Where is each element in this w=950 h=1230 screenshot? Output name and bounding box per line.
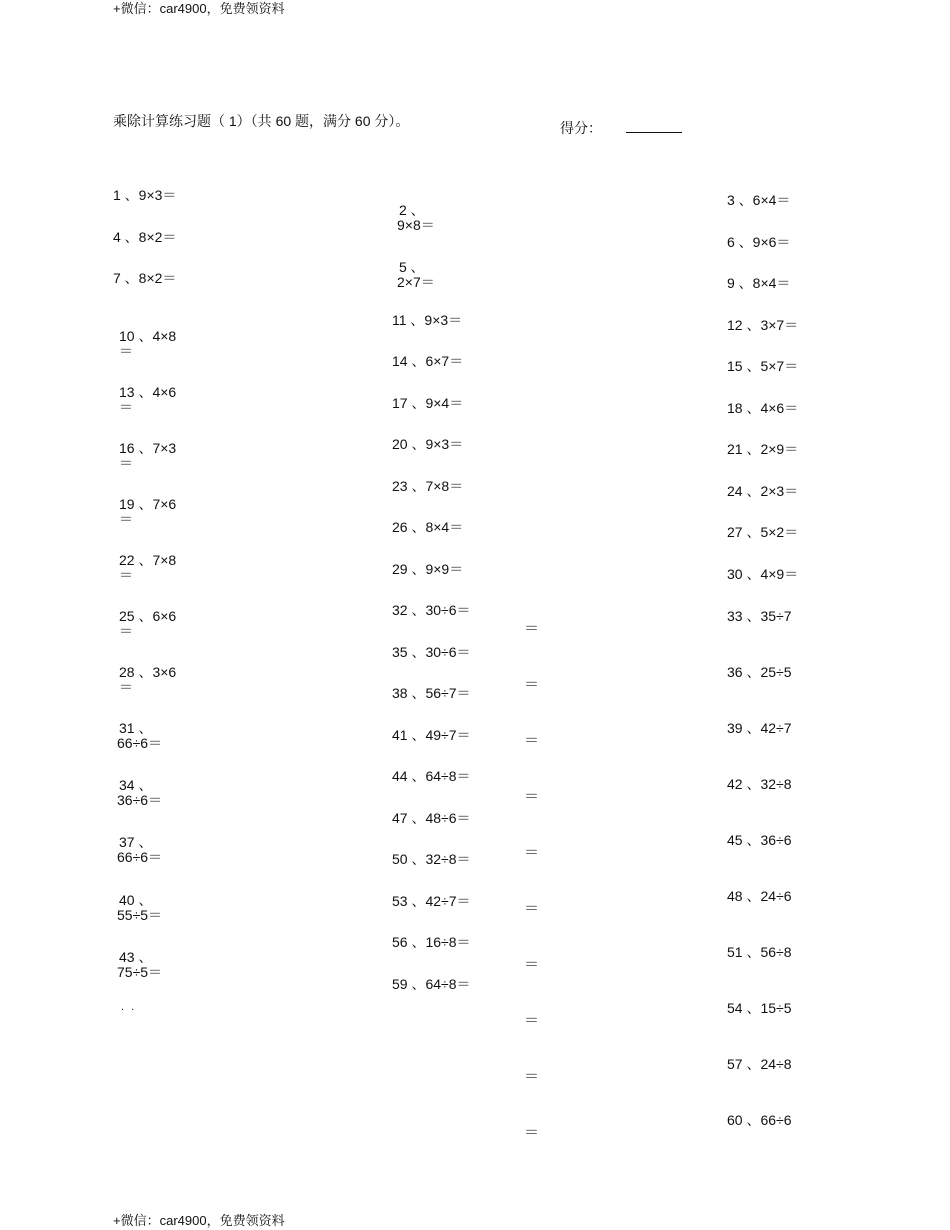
problem-text: 10 、4×8 bbox=[119, 328, 177, 344]
problem-36: 36 、25÷5 bbox=[727, 664, 792, 680]
problem-54: 54 、15÷5 bbox=[727, 1000, 792, 1016]
problem-45: 45 、36÷6 bbox=[727, 832, 792, 848]
problem-text: 36÷6＝ bbox=[117, 792, 163, 808]
problem-text: 66÷6＝ bbox=[117, 849, 163, 865]
problem-23: 23 、7×8＝ bbox=[392, 478, 464, 494]
problem-number: 2 、 bbox=[399, 202, 425, 218]
problem-22 bbox=[119, 553, 176, 583]
problem-15: 15 、5×7＝ bbox=[727, 358, 799, 374]
problem-7: 7 、8×2＝ bbox=[113, 270, 177, 286]
footer-watermark-text: +微信：car4900，免费领资料 bbox=[113, 1213, 285, 1228]
problem-56: 56 、16÷8＝ bbox=[392, 934, 471, 950]
problem-31 bbox=[117, 721, 162, 751]
answer-equals: ＝ bbox=[119, 567, 133, 583]
answer-equals: ＝ bbox=[119, 399, 133, 415]
score-blank[interactable] bbox=[626, 120, 682, 133]
problem-29: 29 、9×9＝ bbox=[392, 561, 464, 577]
answer-equals-60: ＝ bbox=[524, 1124, 540, 1141]
answer-equals-33: ＝ bbox=[524, 620, 540, 637]
problem-30: 30 、4×9＝ bbox=[727, 566, 799, 582]
problem-41: 41 、49÷7＝ bbox=[392, 727, 471, 743]
problem-number: 43 、 bbox=[119, 949, 153, 965]
problem-38: 38 、56÷7＝ bbox=[392, 685, 471, 701]
problem-28 bbox=[119, 665, 176, 695]
answer-equals-36: ＝ bbox=[524, 676, 540, 693]
problem-39: 39 、42÷7 bbox=[727, 720, 792, 736]
problem-57: 57 、24÷8 bbox=[727, 1056, 792, 1072]
problem-6: 6 、9×6＝ bbox=[727, 234, 791, 250]
problem-text: 75÷5＝ bbox=[117, 964, 163, 980]
problem-4: 4 、8×2＝ bbox=[113, 229, 177, 245]
problem-2 bbox=[397, 203, 435, 233]
problem-text: 55÷5＝ bbox=[117, 907, 163, 923]
problem-19 bbox=[119, 497, 176, 527]
problem-text: 13 、4×6 bbox=[119, 384, 177, 400]
answer-equals: ＝ bbox=[119, 455, 133, 471]
score-label: 得分： bbox=[560, 120, 602, 136]
worksheet-title: 乘除计算练习题（ 1）（共 60 题，满分 60 分）。 bbox=[113, 113, 410, 129]
problem-14: 14 、6×7＝ bbox=[392, 353, 464, 369]
answer-equals-51: ＝ bbox=[524, 956, 540, 973]
answer-equals-42: ＝ bbox=[524, 788, 540, 805]
answer-equals-45: ＝ bbox=[524, 844, 540, 861]
problem-40 bbox=[117, 893, 162, 923]
problem-18: 18 、4×6＝ bbox=[727, 400, 799, 416]
problem-35: 35 、30÷6＝ bbox=[392, 644, 471, 660]
problem-number: 37 、 bbox=[119, 834, 153, 850]
problem-number: 40 、 bbox=[119, 892, 153, 908]
problem-13 bbox=[119, 385, 176, 415]
problem-50: 50 、32÷8＝ bbox=[392, 851, 471, 867]
problem-text: 16 、7×3 bbox=[119, 440, 177, 456]
problem-48: 48 、24÷6 bbox=[727, 888, 792, 904]
problem-number: 31 、 bbox=[119, 720, 153, 736]
problem-53: 53 、42÷7＝ bbox=[392, 893, 471, 909]
problem-24: 24 、2×3＝ bbox=[727, 483, 799, 499]
problem-60: 60 、66÷6 bbox=[727, 1112, 792, 1128]
problem-10 bbox=[119, 329, 176, 359]
score-field bbox=[560, 120, 682, 136]
problem-21: 21 、2×9＝ bbox=[727, 441, 799, 457]
problem-44: 44 、64÷8＝ bbox=[392, 768, 471, 784]
problem-text: 25 、6×6 bbox=[119, 608, 177, 624]
problem-43 bbox=[117, 950, 162, 980]
problem-text: 2×7＝ bbox=[397, 274, 435, 290]
problem-26: 26 、8×4＝ bbox=[392, 519, 464, 535]
problem-59: 59 、64÷8＝ bbox=[392, 976, 471, 992]
trailing-dots: . . bbox=[121, 1001, 137, 1013]
problem-text: 22 、7×8 bbox=[119, 552, 177, 568]
answer-equals: ＝ bbox=[119, 511, 133, 527]
problem-32: 32 、30÷6＝ bbox=[392, 602, 471, 618]
problem-16 bbox=[119, 441, 176, 471]
answer-equals-39: ＝ bbox=[524, 732, 540, 749]
problem-34 bbox=[117, 778, 162, 808]
problem-number: 5 、 bbox=[399, 259, 425, 275]
answer-equals: ＝ bbox=[119, 679, 133, 695]
problem-47: 47 、48÷6＝ bbox=[392, 810, 471, 826]
problem-33: 33 、35÷7 bbox=[727, 608, 792, 624]
answer-equals: ＝ bbox=[119, 623, 133, 639]
problem-text: 66÷6＝ bbox=[117, 735, 163, 751]
answer-equals-48: ＝ bbox=[524, 900, 540, 917]
problem-text: 9×8＝ bbox=[397, 217, 435, 233]
answer-equals-57: ＝ bbox=[524, 1068, 540, 1085]
problem-25 bbox=[119, 609, 176, 639]
problem-text: 19 、7×6 bbox=[119, 496, 177, 512]
problem-42: 42 、32÷8 bbox=[727, 776, 792, 792]
problem-number: 34 、 bbox=[119, 777, 153, 793]
problem-12: 12 、3×7＝ bbox=[727, 317, 799, 333]
problem-1: 1 、9×3＝ bbox=[113, 187, 177, 203]
problem-17: 17 、9×4＝ bbox=[392, 395, 464, 411]
problem-51: 51 、56÷8 bbox=[727, 944, 792, 960]
problem-5 bbox=[397, 260, 435, 290]
answer-equals-54: ＝ bbox=[524, 1012, 540, 1029]
problem-27: 27 、5×2＝ bbox=[727, 524, 799, 540]
header-watermark-text: +微信：car4900，免费领资料 bbox=[113, 1, 285, 16]
problem-11: 11 、9×3＝ bbox=[392, 312, 463, 328]
problem-20: 20 、9×3＝ bbox=[392, 436, 464, 452]
problem-9: 9 、8×4＝ bbox=[727, 275, 791, 291]
problem-text: 28 、3×6 bbox=[119, 664, 177, 680]
problem-3: 3 、6×4＝ bbox=[727, 192, 791, 208]
answer-equals: ＝ bbox=[119, 343, 133, 359]
problem-37 bbox=[117, 835, 162, 865]
